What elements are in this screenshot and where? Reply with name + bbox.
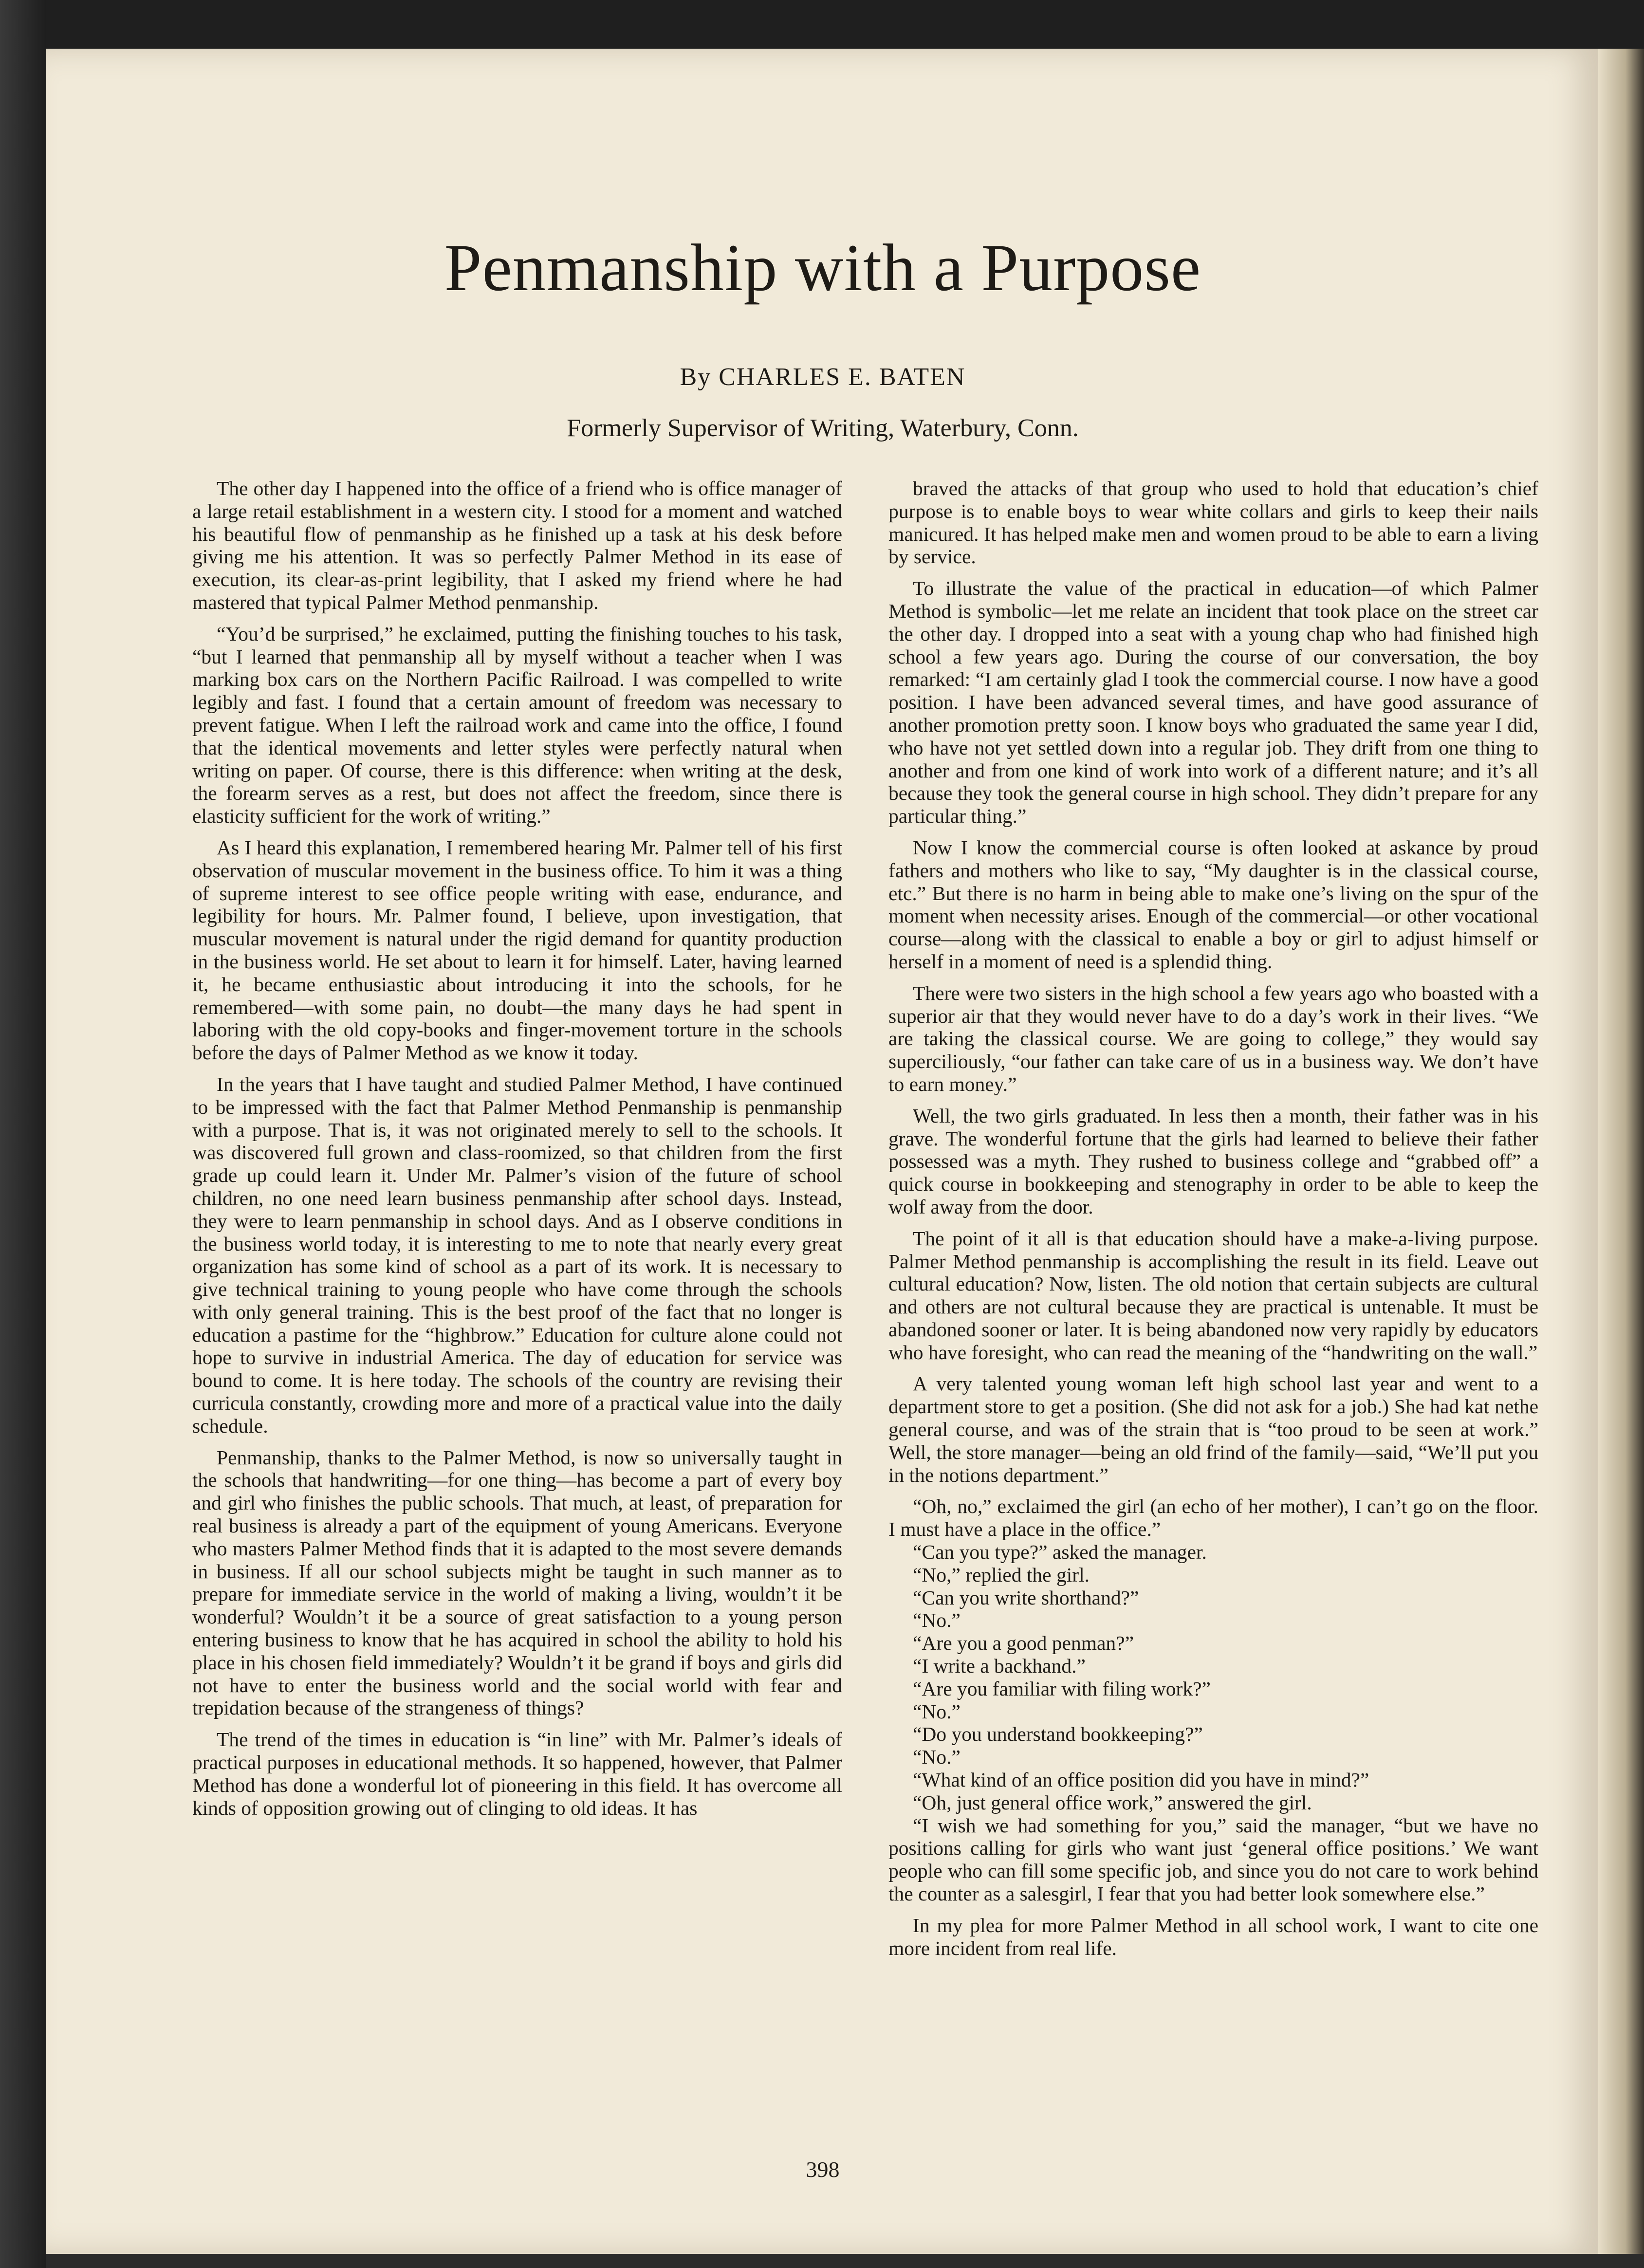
dialog-line: “No.” <box>913 1700 961 1723</box>
dialog-line: “Are you familiar with filing work?” <box>913 1677 1211 1700</box>
magazine-page <box>46 49 1599 2254</box>
paragraph: To illustrate the value of the practical in education—of which Palmer Method is symbolic—let me relate an incident that took place on the street car the other day. I dropped into a seat with a young chap who had finished high school a few years ago. During the course of our conversation, the boy remarked: “I am certainly glad I took the commercial course. I now have a good position. I have been advanced several times, and have good assurance of another promotion pretty soon. I know boys who graduated the same year I did, who have not yet settled down into a regular job. They drift from one thing to another and from one kind of work into work of a different nature; and it’s all because they took the general course in high school. They didn’t prepare for any particular thing.” <box>888 577 1538 828</box>
page-number: 398 <box>806 2157 840 2182</box>
scan-background-top <box>0 0 1644 51</box>
paragraph: braved the attacks of that group who used to hold that education’s chief purpose is to enable boys to wear white collars and girls to keep their nails manicured. It has helped make men and women proud to be able to earn a living by service. <box>888 477 1538 568</box>
author-credential: Formerly Supervisor of Writing, Waterbury, Conn. <box>567 414 1079 442</box>
paragraph: There were two sisters in the high school a few years ago who boasted with a superior air that they would never have to do a day’s work in their lives. “We are taking the classical course. We are going to college,” they would say superciliously, “our father can take care of us in a business way. We don’t have to earn money.” <box>888 981 1538 1095</box>
paragraph: In the years that I have taught and studied Palmer Method, I have continued to be impressed with the fact that Palmer Method Penmanship is penmanship with a purpose. That is, it was not originated merely to sell to the schools. It was discovered full grown and class-roomized, so that children from the first grade up could learn it. Under Mr. Palmer’s vision of the future of school children, no one need learn business penmanship after school days. Instead, they were to learn penmanship in school days. And as I observe conditions in the business world today, it is interesting to me to note that nearly every great organization has some kind of school as a part of its work. It is necessary to give technical training to young people who have come through the schools with only general training. This is the best proof of the fact that no longer is education a pastime for the “highbrow.” Education for culture alone could not hope to survive in industrial America. The day of education for service was bound to come. It is here today. The schools of the country are revising their curricula constantly, crowding more and more of a practical value into the daily schedule. <box>192 1072 842 1437</box>
dialog-line: “No.” <box>913 1609 961 1632</box>
paragraph: Well, the two girls graduated. In less then a month, their father was in his grave. The wonderful fortune that the girls had learned to believe their father possessed was a myth. They rushed to business college and “grabbed off” a quick course in bookkeeping and stenography in order to be able to keep the wolf away from the door. <box>888 1104 1538 1218</box>
article-title: Penmanship with a Purpose <box>444 230 1201 305</box>
paragraph: In my plea for more Palmer Method in all school work, I want to cite one more incident from real life. <box>888 1914 1538 1959</box>
dialog-line: “Oh, no,” exclaimed the girl (an echo of her mother), I can’t go on the floor. I must have a place in the office.” <box>888 1495 1538 1541</box>
dialog-line: “Can you type?” asked the manager. <box>913 1541 1207 1564</box>
right-column <box>888 477 1538 1968</box>
paragraph: A very talented young woman left high school last year and went to a department store to get a position. (She did not ask for a job.) She had kat nethe general course, and was of the strain that is “too proud to be seen at work.” Well, the store manager—being an old frind of the family—said, “We’ll put you in the notions department.” <box>888 1372 1538 1486</box>
paragraph: The point of it all is that education should have a make-a-living purpose. Palmer Method penmanship is accomplishing the result in its field. Leave out cultural education? Now, listen. The old notion that certain subjects are cultural and others are not cultural because they are practical is untenable. It must be abandoned sooner or later. It is being abandoned now very rapidly by educators who have foresight, who can read the meaning of the “handwriting on the wall.” <box>888 1227 1538 1364</box>
scan-background-left <box>0 0 46 2268</box>
dialog-line: “Are you a good penman?” <box>913 1632 1134 1655</box>
dialog-line: “I wish we had something for you,” said the manager, “but we have no positions calling for girls who want just ‘general office positions.’ We want people who can fill some specific job, and since you do not care to work behind the counter as a salesgirl, I fear that you had better look somewhere else.” <box>888 1814 1538 1905</box>
dialog-line: “What kind of an office position did you have in mind?” <box>913 1769 1369 1791</box>
dialog-line: “Do you understand bookkeeping?” <box>913 1723 1203 1746</box>
article-byline: By CHARLES E. BATEN <box>680 363 966 391</box>
dialog-line: “No.” <box>913 1746 961 1769</box>
page-curl-edge <box>1598 49 1644 2254</box>
dialog-line: “Can you write shorthand?” <box>913 1586 1139 1609</box>
paragraph: Now I know the commercial course is often looked at askance by proud fathers and mothers who like to say, “My daughter is in the classical course, etc.” But there is no harm in being able to make one’s living on the spur of the moment when necessity arises. Enough of the commercial—or other vocational course—along with the classical to enable a boy or girl to adjust himself or herself in a moment of need is a splendid thing. <box>888 836 1538 973</box>
paragraph: “You’d be surprised,” he exclaimed, putting the finishing touches to his task, “but I learned that penmanship all by myself without a teacher when I was marking box cars on the Northern Pacific Railroad. I was compelled to write legibly and fast. I found that a certain amount of freedom was necessary to prevent fatigue. When I left the railroad work and came into the office, I found that the identical movements and letter styles were perfectly natural when writing on paper. Of course, there is this difference: when writing at the desk, the forearm serves as a rest, but does not affect the freedom, since there is elasticity sufficient for the work of writing.” <box>192 622 842 828</box>
dialog-line: “Oh, just general office work,” answered the girl. <box>913 1791 1312 1814</box>
paragraph: As I heard this explanation, I remembered hearing Mr. Palmer tell of his first observation of muscular movement in the business office. To him it was a thing of supreme interest to see office people writing with ease, endurance, and legibility for hours. Mr. Palmer found, I believe, upon investigation, that muscular movement is natural under the rigid demand for quantity production in the business world. He set about to learn it for himself. Later, having learned it, he became enthusiastic about introducing it into the schools, for he remembered—with some pain, no doubt—the many days he had spent in laboring with the old copy-books and finger-movement torture in the schools before the days of Palmer Method as we know it today. <box>192 836 842 1064</box>
dialog-line: “I write a backhand.” <box>913 1655 1086 1678</box>
paragraph: The other day I happened into the office of a friend who is office manager of a large retail establishment in a western city. I stood for a moment and watched his beautiful flow of penmanship as he finished up a task at his desk before giving me his attention. It was so perfectly Palmer Method in its ease of execution, its clear-as-print legibility, that I asked my friend where he had mastered that typical Palmer Method penmanship. <box>192 477 842 613</box>
paragraph: The trend of the times in education is “in line” with Mr. Palmer’s ideals of practical purposes in educational methods. It so happened, however, that Palmer Method has done a wonderful lot of pioneering in this field. It has overcome all kinds of opposition growing out of clinging to old ideas. It has <box>192 1728 842 1819</box>
left-column <box>192 477 842 1828</box>
paragraph: Penmanship, thanks to the Palmer Method, is now so universally taught in the schools that handwriting—for one thing—has become a part of every boy and girl who finishes the public schools. That much, at least, of preparation for real business is already a part of the equipment of young Americans. Everyone who masters Palmer Method finds that it is adapted to the most severe demands in business. If all our school subjects might be taught in such manner as to prepare for immediate service in the world of making a living, wouldn’t it be wonderful? Wouldn’t it be a source of great satisfaction to a young person entering business to know that he has acquired in school the ability to hold his place in his chosen field immediately? Wouldn’t it be grand if boys and girls did not have to enter the business world and the social world with fear and trepidation because of the strangeness of things? <box>192 1446 842 1719</box>
dialog-line: “No,” replied the girl. <box>913 1563 1090 1586</box>
